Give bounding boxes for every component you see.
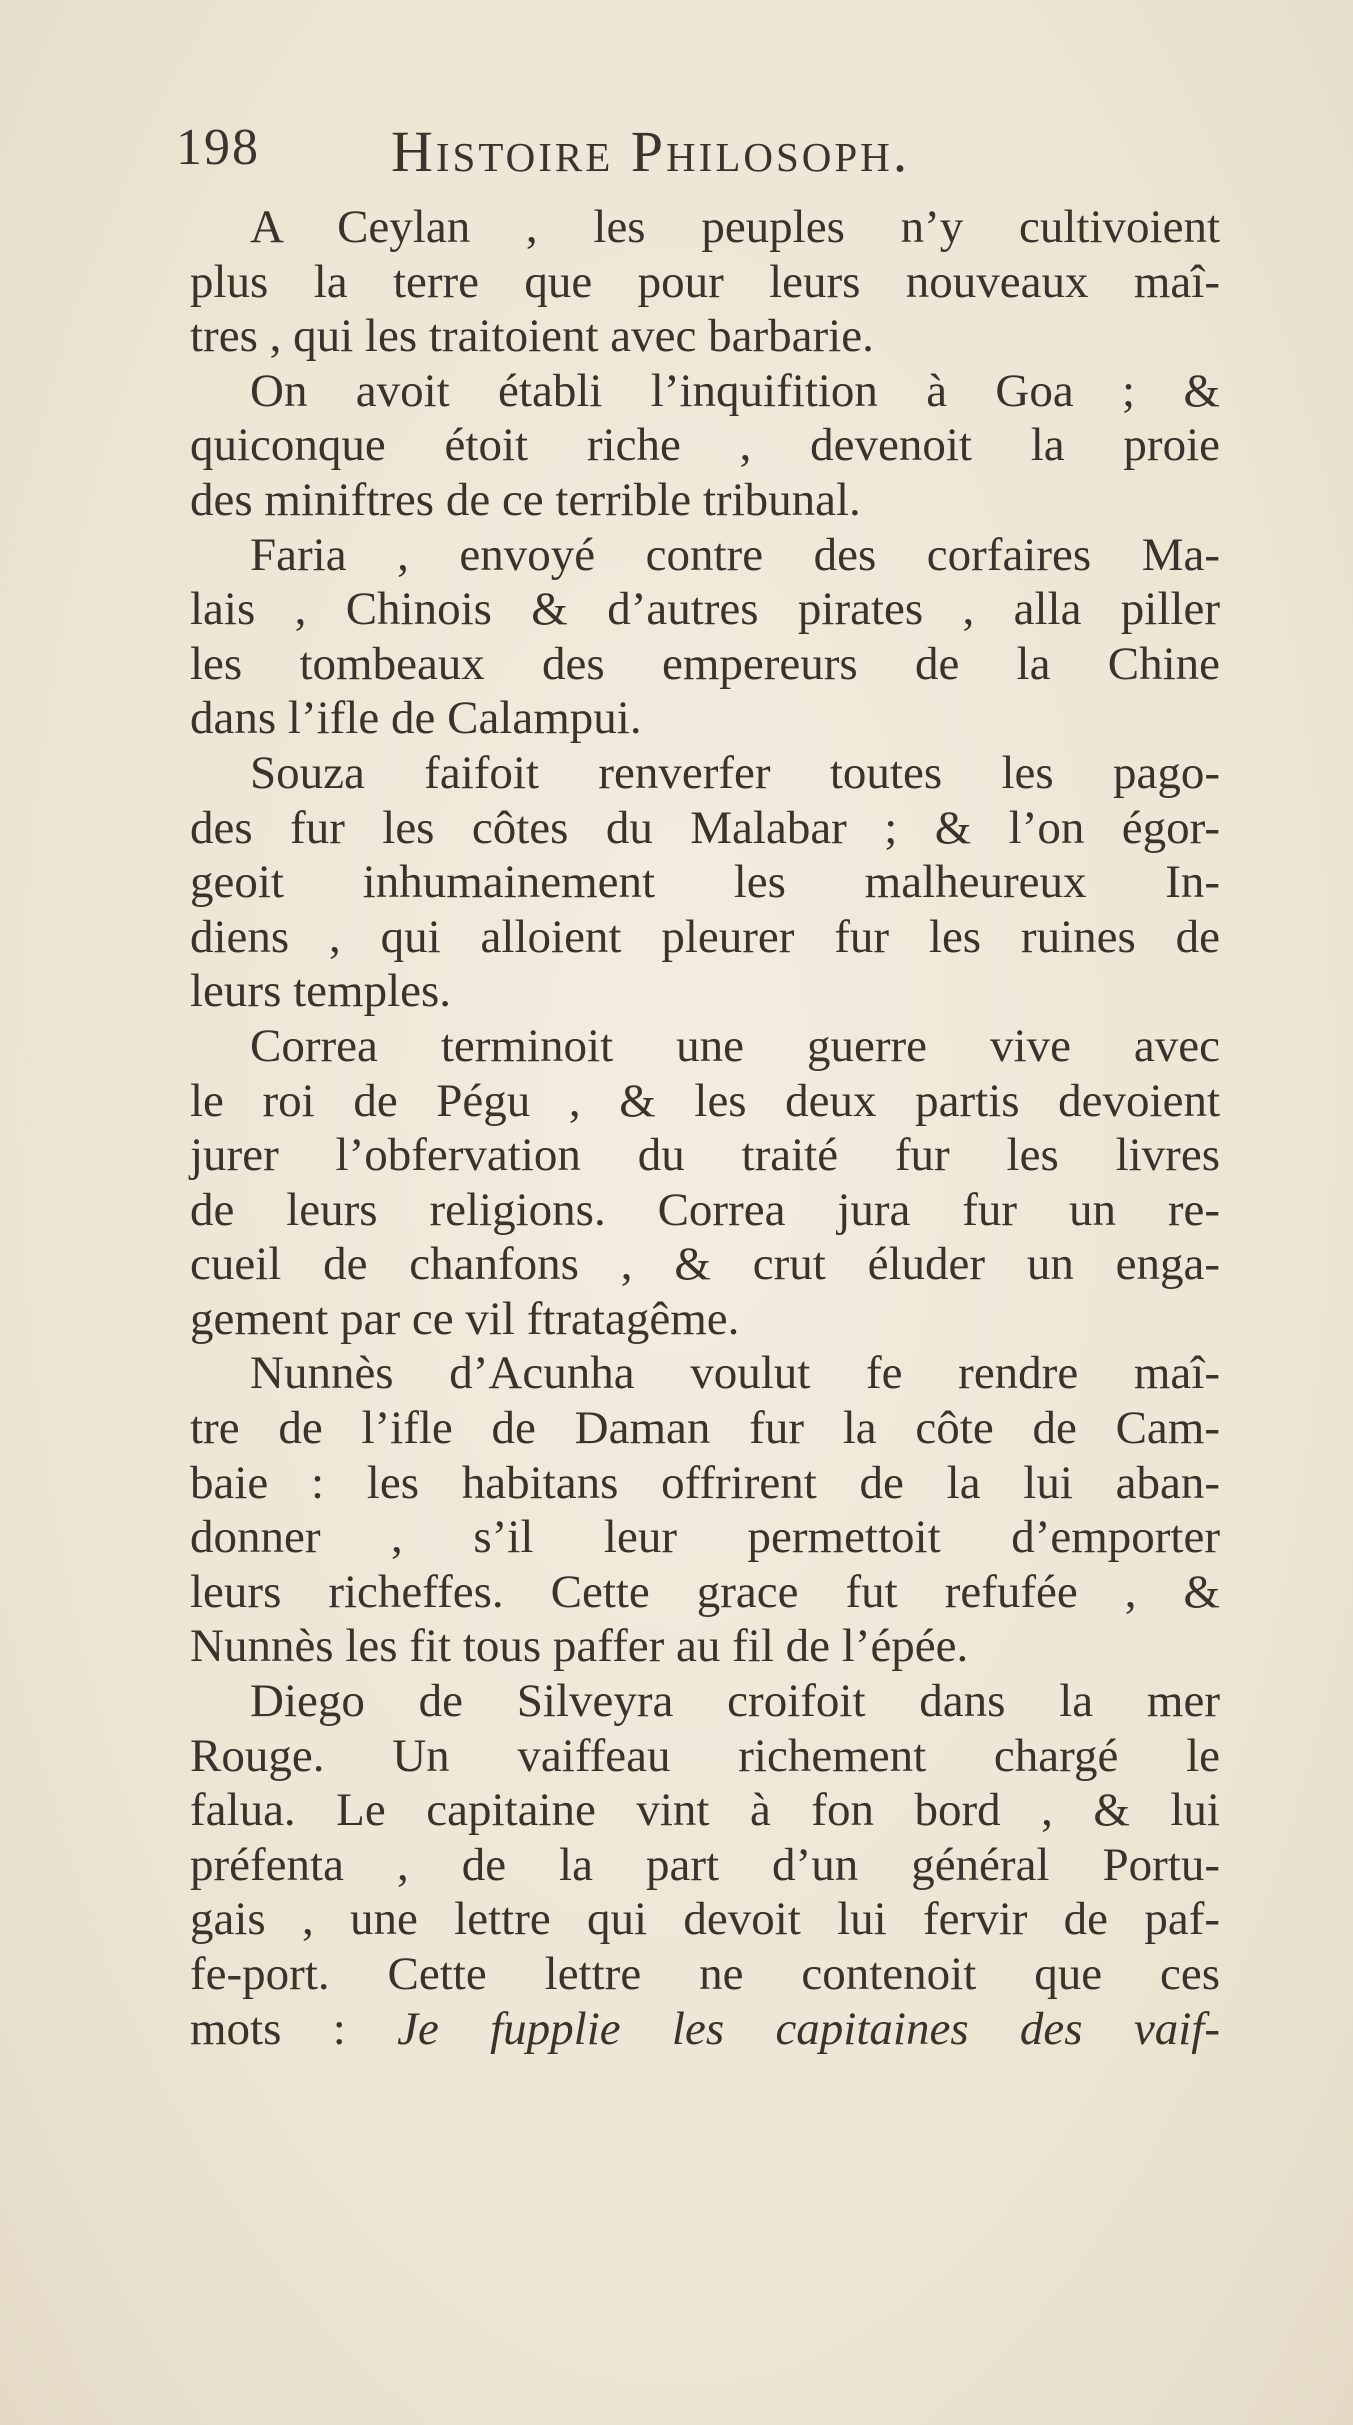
- text-line: leurs temples.: [190, 965, 452, 1018]
- text-line-start: mots :: [190, 2002, 398, 2055]
- text-line: donner , s’il leur permettoit d’emporter: [190, 1511, 1220, 1564]
- text-line: lais , Chinois & d’autres pirates , alla piller: [190, 583, 1220, 636]
- text-line: Nunnès les fit tous paffer au fil de l’épée.: [190, 1620, 969, 1673]
- text-line: quiconque étoit riche , devenoit la proie: [190, 419, 1220, 472]
- text-line: A Ceylan , les peuples n’y cultivoient: [250, 201, 1220, 253]
- text-line: Rouge. Un vaiffeau richement chargé le: [190, 1729, 1220, 1782]
- italic-quote: Je fupplie les capitaines des vaif-: [397, 2002, 1221, 2055]
- text-line: gement par ce vil ftratagême.: [190, 1292, 740, 1345]
- text-line: préfenta , de la part d’un général Portu-: [190, 1838, 1220, 1891]
- text-line: Correa terminoit une guerre vive avec: [250, 1019, 1220, 1072]
- text-line: geoit inhumainement les malheureux In-: [190, 856, 1220, 909]
- text-line: On avoit établi l’inquifition à Goa ; &: [250, 364, 1220, 417]
- text-line-final: [190, 2002, 1220, 2057]
- text-line: jurer l’obfervation du traité fur les livres: [190, 1129, 1220, 1182]
- text-line: Nunnès d’Acunha voulut fe rendre maî-: [250, 1347, 1220, 1400]
- text-line: Diego de Silveyra croifoit dans la mer: [250, 1675, 1220, 1728]
- text-line: Faria , envoyé contre des corfaires Ma-: [250, 528, 1220, 581]
- text-line: falua. Le capitaine vint à fon bord , & lui: [190, 1784, 1220, 1837]
- text-line: leurs richeffes. Cette grace fut refufée , &: [190, 1565, 1220, 1618]
- running-head: Histoire Philosoph.: [391, 119, 911, 184]
- page-header: [176, 118, 1226, 198]
- text-line: cueil de chanfons , & crut éluder un enga-: [190, 1238, 1220, 1291]
- text-line: gais , une lettre qui devoit lui fervir de paf-: [190, 1893, 1220, 1946]
- text-line: tre de l’ifle de Daman fur la côte de Cam-: [190, 1402, 1220, 1455]
- text-line: plus la terre que pour leurs nouveaux maî-: [190, 255, 1220, 308]
- text-line: dans l’ifle de Calampui.: [190, 692, 642, 745]
- text-line: Souza faifoit renverfer toutes les pago-: [250, 746, 1220, 799]
- text-line: le roi de Pégu , & les deux partis devoient: [190, 1074, 1220, 1127]
- text-line: baie : les habitans offrirent de la lui aban-: [190, 1456, 1220, 1509]
- text-line: fe-port. Cette lettre ne contenoit que ces: [190, 1948, 1220, 2000]
- body-text: [190, 200, 1220, 2056]
- text-line: des miniftres de ce terrible tribunal.: [190, 473, 861, 526]
- text-line: tres , qui les traitoient avec barbarie.: [190, 310, 874, 363]
- text-line: de leurs religions. Correa jura fur un re-: [190, 1183, 1220, 1236]
- page-number: 198: [176, 119, 260, 176]
- text-line: les tombeaux des empereurs de la Chine: [190, 637, 1220, 690]
- text-line: des fur les côtes du Malabar ; & l’on égor-: [190, 801, 1220, 854]
- text-line: diens , qui alloient pleurer fur les ruines de: [190, 910, 1220, 963]
